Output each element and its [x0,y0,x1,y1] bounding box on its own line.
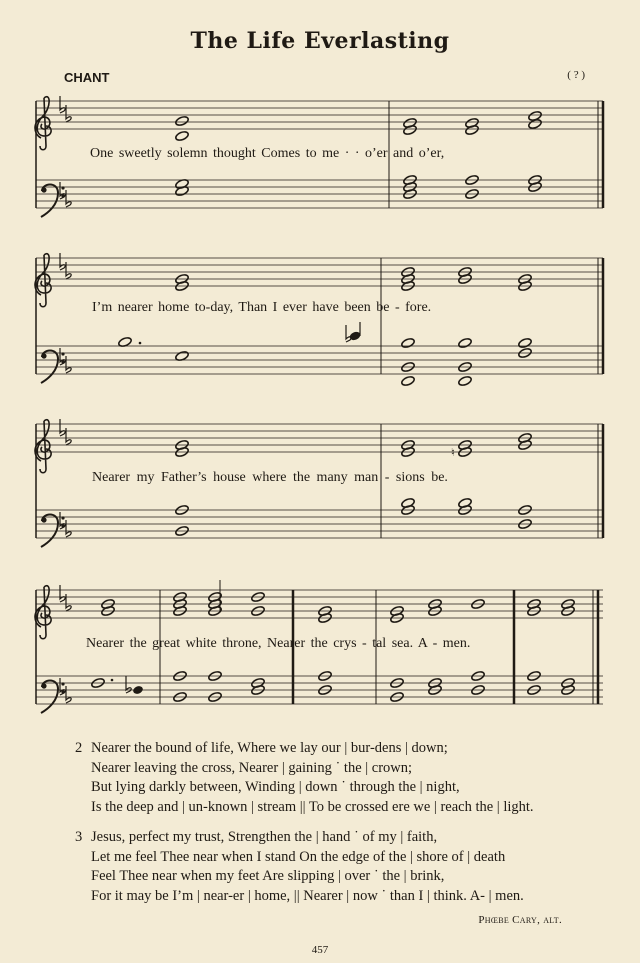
author-credit: Phœbe Cary, alt. [478,914,562,926]
verse-line: Jesus, perfect my trust, Strengthen the | hand ˙ of my | faith, [91,829,438,845]
verse-3 [75,828,524,906]
hymn-title: The Life Everlasting [190,28,450,54]
chant-label: CHANT [64,70,110,85]
verse-line: Feel Thee near when my feet Are slipping | over ˙ the | brink, [91,868,445,884]
lyric-line-1: One sweetly solemn thought Comes to me · · o’er and o’er, [90,146,445,161]
verse-line: But lying darkly between, Winding | down ˙ through the | night, [91,779,460,795]
lyric-line-4: Nearer the great white throne, Nearer the crys - tal sea. A - men. [86,636,471,651]
verse-line: Nearer leaving the cross, Nearer | gaining ˙ the | crown; [91,759,413,776]
page-number: 457 [311,944,329,956]
lyric-line-2: I’m nearer home to-day, Than I ever have been be - fore. [92,300,432,315]
system-2 [35,253,603,387]
verse-line: Is the deep and | un-known | stream || To be crossed ere we | reach the | light. [91,798,534,815]
verse-line: Let me feel Thee near when I stand On the edge of the | shore of | death [91,848,506,865]
verse-number: 2 [75,740,83,756]
verse-line: Nearer the bound of life, Where we lay our | bur-dens | down; [91,740,448,756]
lyric-line-3: Nearer my Father’s house where the many man - sions be. [92,470,448,485]
tune-reference: ( ? ) [567,69,585,81]
verse-line: For it may be I’m | near-er | home, || Nearer | now ˙ than I | think. A- | men. [91,887,524,904]
verse-2 [75,739,534,817]
verse-number: 3 [75,829,83,845]
svg-text:♮: ♮ [451,447,455,459]
